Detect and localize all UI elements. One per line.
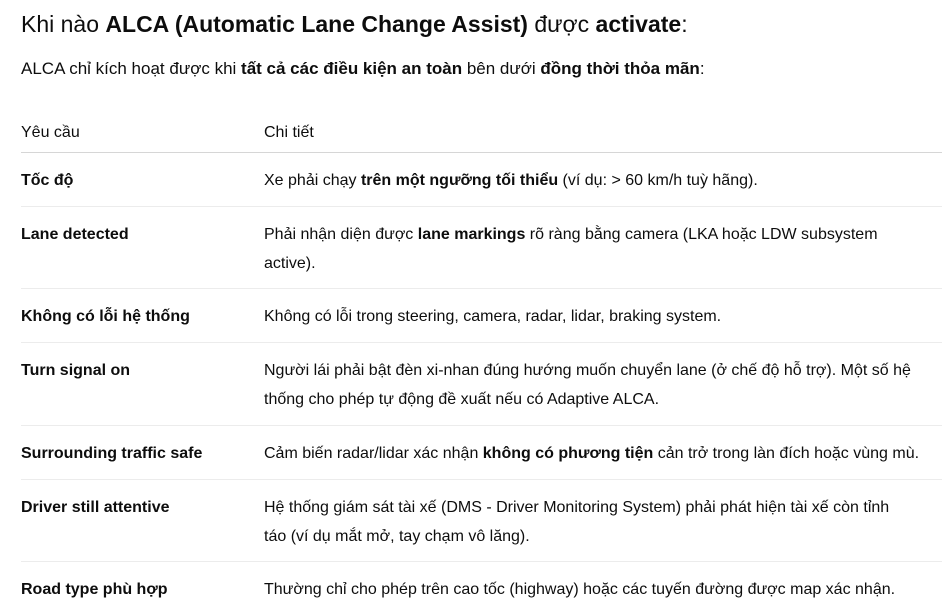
detail-text: Cảm biến radar/lidar xác nhận [264,445,483,462]
intro-bold-conditions: tất cả các điều kiện an toàn [241,59,463,78]
detail-bold: lane markings [417,226,526,243]
detail-cell [264,166,942,206]
detail-text: Phải nhận diện được [264,226,418,243]
requirements-table [21,108,942,598]
heading-bold-alca: ALCA (Automatic Lane Change Assist) [105,11,528,37]
table-row [21,207,942,289]
detail-line: active). [264,255,316,272]
detail-cell: Thường chỉ cho phép trên cao tốc (highway) hoặc các tuyến đường được map xác nhận. [264,581,896,598]
detail-line: thống cho phép tự động đề xuất nếu có Adaptive ALCA. [264,391,660,408]
section-heading [21,8,688,40]
intro-text: bên dưới [462,59,541,78]
heading-text: được [527,11,596,37]
header-detail: Chi tiết [264,124,314,141]
detail-text: cản trở trong làn đích hoặc vùng mù. [653,445,920,462]
heading-text: : [681,11,688,37]
detail-line [264,220,942,249]
detail-cell [264,220,942,288]
detail-line: Hệ thống giám sát tài xế (DMS - Driver Monitoring System) phải phát hiện tài xế còn tỉnh [264,499,890,516]
detail-text: Xe phải chạy [264,172,361,189]
table-row [21,426,942,480]
header-requirement: Yêu cầu [21,124,80,141]
intro-text: ALCA chỉ kích hoạt được khi [21,59,242,78]
requirement-cell: Driver still attentive [21,499,170,516]
intro-text: : [699,59,705,78]
detail-text: rõ ràng bằng camera (LKA hoặc LDW subsystem [525,226,878,243]
detail-line: táo (ví dụ mắt mở, tay chạm vô lăng). [264,528,530,545]
table-row [21,153,942,207]
detail-bold: không có phương tiện [482,445,654,462]
detail-cell [264,356,942,425]
requirement-cell: Surrounding traffic safe [21,445,203,462]
heading-bold-activate: activate [595,11,682,37]
table-row [21,343,942,426]
table-row [21,562,942,598]
detail-line: Người lái phải bật đèn xi-nhan đúng hướng muốn chuyển lane (ở chế độ hỗ trợ). Một số hệ [264,362,911,379]
requirement-cell: Turn signal on [21,362,131,379]
table-row [21,480,942,562]
detail-cell: Không có lỗi trong steering, camera, radar, lidar, braking system. [264,308,722,325]
requirement-cell: Lane detected [21,226,129,243]
detail-bold: trên một ngưỡng tối thiểu [360,172,559,189]
requirement-cell: Tốc độ [21,172,74,189]
table-row [21,289,942,343]
requirement-cell: Không có lỗi hệ thống [21,308,190,325]
detail-text: (ví dụ: > 60 km/h tuỳ hãng). [558,172,758,189]
requirement-cell: Road type phù hợp [21,581,168,598]
detail-cell [264,439,942,479]
intro-paragraph [21,56,705,82]
detail-cell [264,493,942,561]
table-header-row [21,108,942,153]
heading-text: Khi nào [21,11,106,37]
intro-bold-simultaneous: đồng thời thỏa mãn [540,59,700,78]
